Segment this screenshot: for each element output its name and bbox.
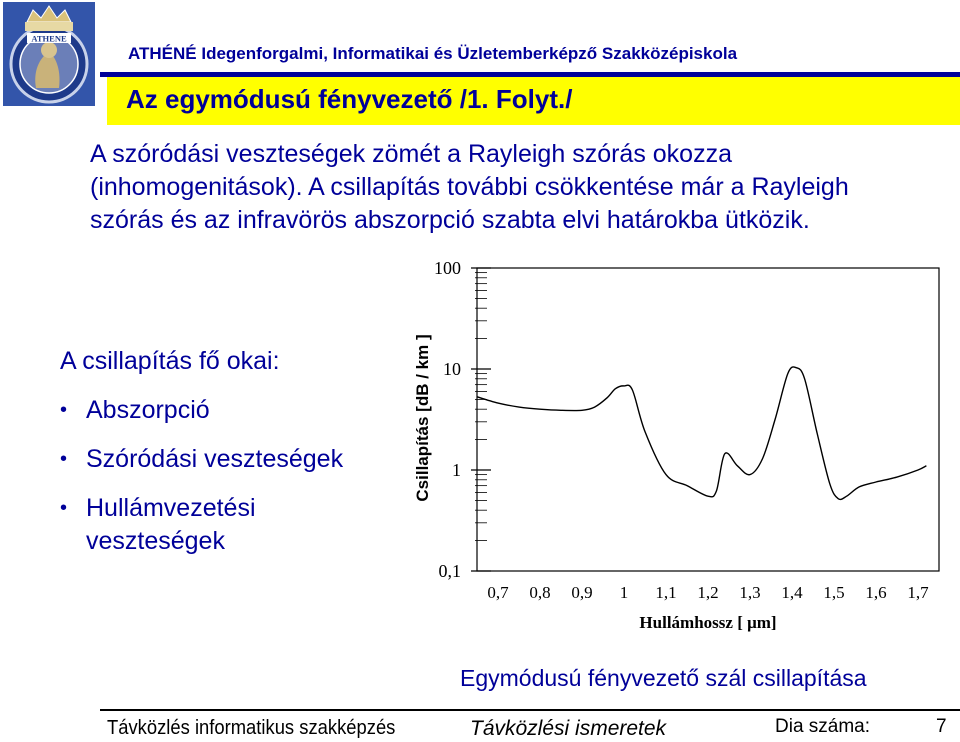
school-name: ATHÉNÉ Idegenforgalmi, Informatikai és Üzletemberképző Szakközépiskola [128, 44, 738, 63]
x-tick-label: 1,3 [739, 583, 761, 602]
causes-title: A csillapítás fő okai: [60, 347, 280, 375]
bullet-icon: • [60, 399, 68, 421]
y-tick-label: 10 [443, 359, 461, 379]
x-tick-label: 1,6 [865, 583, 887, 602]
bullet-icon: • [60, 448, 68, 470]
y-tick-label: 100 [434, 258, 461, 278]
x-tick-label: 0,9 [571, 583, 593, 602]
cause-scattering: Szóródási veszteségek [86, 445, 344, 473]
y-tick-label: 1 [452, 460, 461, 480]
x-tick-label: 1,5 [823, 583, 845, 602]
footer-subject: Távközlési ismeretek [470, 717, 667, 740]
y-axis-label: Csillapítás [dB / km ] [413, 334, 432, 502]
footer-slide-number: 7 [936, 716, 947, 737]
footer-rule [100, 709, 960, 711]
x-tick-label: 0,7 [487, 583, 509, 602]
series-line [477, 367, 926, 500]
cause-waveguide: Hullámvezetési veszteségek [86, 494, 256, 555]
bullet-icon: • [60, 497, 68, 519]
x-tick-label: 0,8 [529, 583, 551, 602]
plot-frame [477, 268, 939, 571]
chart-caption: Egymódusú fényvezető szál csillapítása [460, 665, 867, 691]
x-tick-label: 1 [619, 583, 629, 602]
x-tick-labels [487, 583, 929, 602]
x-tick-label: 1,7 [907, 583, 929, 602]
slide-title: Az egymódusú fényvezető /1. Folyt./ [126, 84, 573, 114]
y-tick-label: 0,1 [438, 561, 461, 581]
y-major-ticks [434, 258, 491, 581]
intro-paragraph: A szóródási veszteségek zömét a Rayleigh szórás okozza (inhomogenitások). A csillapítás további csökkentése már a Rayleigh szórás és az infravörös abszorpció szabta elvi határokba ütközik. [90, 140, 849, 234]
cause-absorption: Abszorpció [86, 396, 210, 424]
x-axis-label: Hullámhossz [ μm] [639, 613, 777, 632]
logo-text: ATHENE [31, 33, 67, 44]
x-tick-label: 1,1 [655, 583, 677, 602]
footer-course: Távközlés informatikus szakképzés [107, 717, 396, 739]
x-tick-label: 1,2 [697, 583, 719, 602]
x-tick-label: 1,4 [781, 583, 803, 602]
footer-slide-label: Dia száma: [775, 716, 871, 737]
